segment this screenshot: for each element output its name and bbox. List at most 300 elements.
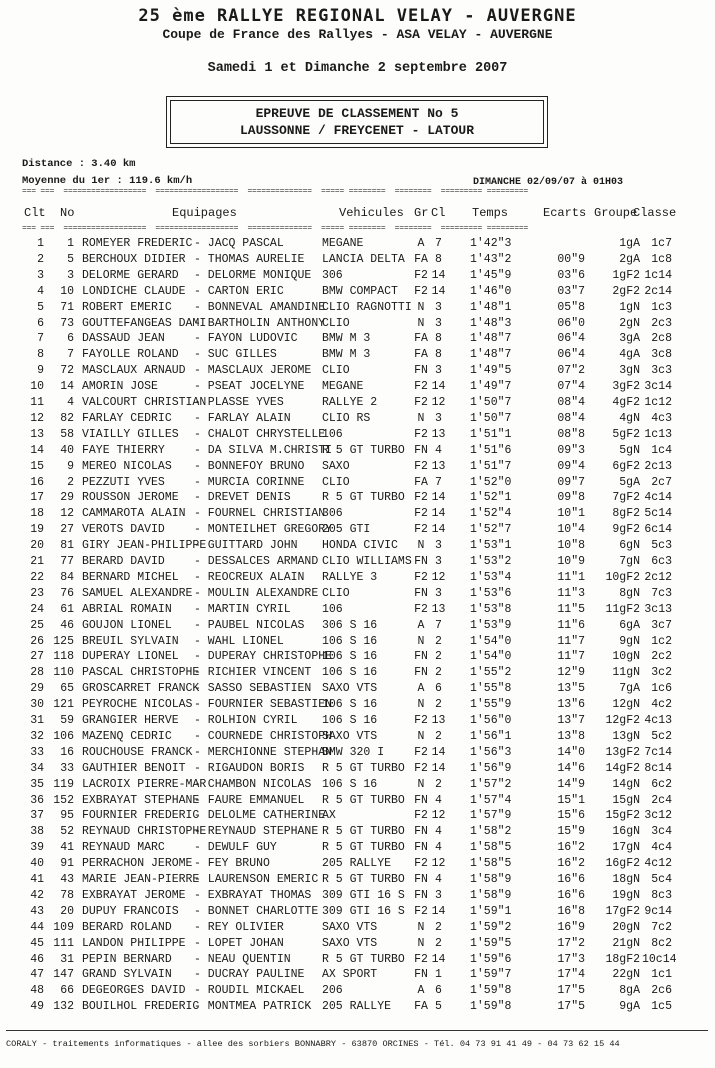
time-cell: 1'52"1 xyxy=(470,491,512,505)
group-rank-cell: 15gF2 xyxy=(605,809,640,823)
table-row xyxy=(0,586,715,602)
class-cell: 3 xyxy=(435,316,442,330)
table-row xyxy=(0,618,715,634)
rank-cell: 2 xyxy=(37,252,44,266)
time-cell: 1'59"7 xyxy=(470,968,512,982)
time-cell: 1'48"7 xyxy=(470,332,512,346)
codriver-cell: - MERCHIONNE STEPHAN xyxy=(194,745,333,759)
col-clt: Clt xyxy=(24,206,46,220)
class-rank-cell: 5c2 xyxy=(651,729,672,743)
table-row xyxy=(0,538,715,554)
class-rank-cell: 1c14 xyxy=(644,268,672,282)
class-rank-cell: 3c14 xyxy=(644,380,672,394)
car-number-cell: 29 xyxy=(60,491,74,505)
car-number-cell: 12 xyxy=(60,507,74,521)
group-cell: N xyxy=(417,920,425,934)
codriver-cell: - PSEAT JOCELYNE xyxy=(194,380,305,394)
vehicle-cell: 205 GTI xyxy=(322,523,371,537)
vehicle-cell: SAXO VTS xyxy=(322,729,378,743)
rank-cell: 26 xyxy=(30,634,44,648)
time-cell: 1'55"8 xyxy=(470,682,512,696)
codriver-cell: - SUC GILLES xyxy=(194,348,277,362)
driver-cell: PEYROCHE NICOLAS xyxy=(82,698,193,712)
vehicle-cell: BMW M 3 xyxy=(322,332,371,346)
group-rank-cell: 4gF2 xyxy=(612,396,640,409)
group-cell: F2 xyxy=(414,857,428,871)
class-rank-cell: 1c12 xyxy=(644,396,672,409)
vehicle-cell: R 5 GT TURBO xyxy=(322,952,405,966)
group-rank-cell: 13gN xyxy=(612,729,640,743)
group-cell: FN xyxy=(414,793,428,807)
time-cell: 1'59"8 xyxy=(470,984,512,998)
table-row xyxy=(0,665,715,681)
vehicle-cell: BMW M 3 xyxy=(322,348,371,362)
group-rank-cell: 18gN xyxy=(612,873,640,886)
codriver-cell: - DESSALCES ARMAND xyxy=(194,555,319,568)
stage-title-box xyxy=(166,96,548,148)
class-cell: 2 xyxy=(435,936,442,950)
car-number-cell: 119 xyxy=(53,777,74,791)
car-number-cell: 65 xyxy=(60,682,74,696)
class-cell: 3 xyxy=(435,539,442,553)
group-rank-cell: 17gN xyxy=(612,841,640,855)
vehicle-cell: CLIO xyxy=(322,364,350,378)
vehicle-cell: 106 S 16 xyxy=(322,634,378,648)
gap-cell: 14"0 xyxy=(557,745,585,759)
class-cell: 2 xyxy=(435,634,442,648)
class-cell: 6 xyxy=(435,984,442,998)
codriver-cell: - FARLAY ALAIN xyxy=(194,411,291,425)
time-cell: 1'59"2 xyxy=(470,920,512,934)
table-row xyxy=(0,379,715,395)
gap-cell: 09"4 xyxy=(557,459,585,473)
rank-cell: 48 xyxy=(30,984,44,998)
class-cell: 6 xyxy=(435,682,442,696)
col-vehicules: Vehicules xyxy=(339,206,404,220)
group-rank-cell: 5gF2 xyxy=(612,427,640,441)
car-number-cell: 66 xyxy=(60,984,74,998)
driver-cell: REYNAUD MARC xyxy=(82,841,165,855)
driver-cell: GROSCARRET FRANCK xyxy=(82,682,200,696)
time-cell: 1'56"0 xyxy=(470,714,512,727)
codriver-cell: - LAURENSON EMERIC xyxy=(194,873,319,886)
group-rank-cell: 11gN xyxy=(612,666,640,680)
group-cell: F2 xyxy=(414,761,428,775)
rank-cell: 11 xyxy=(30,396,44,409)
group-rank-cell: 21gN xyxy=(612,936,640,950)
table-row xyxy=(0,331,715,347)
table-row xyxy=(0,236,715,252)
driver-cell: SAMUEL ALEXANDRE xyxy=(82,586,193,600)
group-cell: N xyxy=(417,411,425,425)
car-number-cell: 7 xyxy=(67,348,74,362)
vehicle-cell: BMW COMPACT xyxy=(322,284,398,298)
vehicle-cell: CLIO RAGNOTTI xyxy=(322,300,412,314)
time-cell: 1'50"7 xyxy=(470,396,512,409)
group-rank-cell: 7gF2 xyxy=(612,491,640,505)
driver-cell: LACROIX PIERRE-MAR xyxy=(82,777,207,791)
codriver-cell: - FAYON LUDOVIC xyxy=(194,332,298,346)
table-row xyxy=(0,490,715,506)
class-cell: 3 xyxy=(435,555,442,568)
vehicle-cell: 106 S 16 xyxy=(322,698,378,712)
time-cell: 1'50"7 xyxy=(470,411,512,425)
class-cell: 14 xyxy=(431,523,446,537)
rank-cell: 9 xyxy=(37,364,44,378)
group-cell: F2 xyxy=(414,602,428,616)
group-rank-cell: 15gN xyxy=(612,793,640,807)
group-cell: N xyxy=(417,316,425,330)
table-row xyxy=(0,634,715,650)
car-number-cell: 20 xyxy=(60,904,74,918)
group-cell: N xyxy=(417,634,425,648)
rank-cell: 36 xyxy=(30,793,44,807)
time-cell: 1'54"0 xyxy=(470,634,512,648)
group-rank-cell: 10gN xyxy=(612,650,640,664)
group-cell: F2 xyxy=(414,904,428,918)
stage-distance: Distance : 3.40 km xyxy=(22,158,136,170)
driver-cell: PEPIN BERNARD xyxy=(82,952,172,966)
rank-cell: 18 xyxy=(30,507,44,521)
group-cell: FN xyxy=(414,825,428,839)
group-rank-cell: 8gF2 xyxy=(612,507,640,521)
group-rank-cell: 5gA xyxy=(619,475,640,489)
gap-cell: 11"7 xyxy=(557,650,585,664)
time-cell: 1'51"1 xyxy=(470,427,512,441)
group-cell: FN xyxy=(414,364,428,378)
time-cell: 1'53"2 xyxy=(470,555,512,568)
vehicle-cell: RALLYE 3 xyxy=(322,570,378,584)
table-row xyxy=(0,459,715,475)
driver-cell: ROMEYER FREDERIC xyxy=(82,237,193,250)
separator-top: === === ================== ================== ============== ===== ======== ======== ========= ========= xyxy=(22,187,529,196)
group-rank-cell: 17gF2 xyxy=(605,904,640,918)
col-classe: Classe xyxy=(633,206,677,220)
gap-cell: 11"3 xyxy=(557,586,585,600)
driver-cell: EXBRAYAT JEROME xyxy=(82,888,186,902)
class-cell: 14 xyxy=(431,507,446,521)
driver-cell: PEZZUTI YVES xyxy=(82,475,165,489)
group-cell: A xyxy=(417,618,425,632)
codriver-cell: - DREVET DENIS xyxy=(194,491,291,505)
gap-cell: 07"2 xyxy=(557,364,585,378)
rank-cell: 43 xyxy=(30,904,44,918)
gap-cell: 16"2 xyxy=(557,857,585,871)
codriver-cell: - CHALOT CHRYSTELLE xyxy=(194,427,326,441)
codriver-cell: - PAUBEL NICOLAS xyxy=(194,618,305,632)
rank-cell: 25 xyxy=(30,618,44,632)
class-rank-cell: 1c6 xyxy=(651,682,672,696)
rank-cell: 39 xyxy=(30,841,44,855)
table-row xyxy=(0,872,715,888)
gap-cell: 05"8 xyxy=(557,300,585,314)
class-cell: 2 xyxy=(435,729,442,743)
vehicle-cell: SAXO xyxy=(322,459,350,473)
vehicle-cell: R 5 GT TURBO xyxy=(322,443,405,457)
group-rank-cell: 6gN xyxy=(619,539,640,553)
driver-cell: FOURNIER FREDERIC xyxy=(82,809,200,823)
class-rank-cell: 1c5 xyxy=(651,1000,672,1014)
vehicle-cell: MEGANE xyxy=(322,380,364,394)
class-cell: 7 xyxy=(435,618,442,632)
class-cell: 8 xyxy=(435,252,442,266)
rank-cell: 31 xyxy=(30,714,44,727)
driver-cell: DASSAUD JEAN xyxy=(82,332,165,346)
rank-cell: 37 xyxy=(30,809,44,823)
car-number-cell: 31 xyxy=(60,952,74,966)
class-rank-cell: 10c14 xyxy=(642,952,677,966)
vehicle-cell: 306 S 16 xyxy=(322,618,378,632)
driver-cell: VEROTS DAVID xyxy=(82,523,165,537)
col-equipages: Equipages xyxy=(172,206,237,220)
group-cell: F2 xyxy=(414,952,428,966)
driver-cell: DUPUY FRANCOIS xyxy=(82,904,179,918)
time-cell: 1'48"1 xyxy=(470,300,512,314)
codriver-cell: - THOMAS AURELIE xyxy=(194,252,305,266)
car-number-cell: 84 xyxy=(60,570,74,584)
group-cell: FN xyxy=(414,586,428,600)
group-cell: N xyxy=(417,698,425,712)
driver-cell: MEREO NICOLAS xyxy=(82,459,172,473)
group-rank-cell: 19gN xyxy=(612,888,640,902)
codriver-cell: - FEY BRUNO xyxy=(194,857,270,871)
group-rank-cell: 10gF2 xyxy=(605,570,640,584)
gap-cell: 00"9 xyxy=(557,252,585,266)
driver-cell: FAYE THIERRY xyxy=(82,443,165,457)
group-cell: F2 xyxy=(414,745,428,759)
time-cell: 1'58"5 xyxy=(470,841,512,855)
gap-cell: 06"0 xyxy=(557,316,585,330)
group-rank-cell: 6gF2 xyxy=(612,459,640,473)
car-number-cell: 4 xyxy=(67,396,74,409)
gap-cell: 16"9 xyxy=(557,920,585,934)
car-number-cell: 5 xyxy=(67,252,74,266)
class-rank-cell: 5c3 xyxy=(651,539,672,553)
codriver-cell: - DELORME MONIQUE xyxy=(194,268,312,282)
codriver-cell: - DUCRAY PAULINE xyxy=(194,968,305,982)
time-cell: 1'46"0 xyxy=(470,284,512,298)
class-rank-cell: 4c14 xyxy=(644,491,672,505)
group-cell: FN xyxy=(414,650,428,664)
group-cell: F2 xyxy=(414,459,428,473)
gap-cell: 09"3 xyxy=(557,443,585,457)
rank-cell: 5 xyxy=(37,300,44,314)
gap-cell: 10"1 xyxy=(557,507,585,521)
vehicle-cell: LANCIA DELTA xyxy=(322,252,405,266)
group-cell: F2 xyxy=(414,714,428,727)
time-cell: 1'59"8 xyxy=(470,1000,512,1014)
rank-cell: 22 xyxy=(30,570,44,584)
class-rank-cell: 3c3 xyxy=(651,364,672,378)
table-row xyxy=(0,920,715,936)
car-number-cell: 95 xyxy=(60,809,74,823)
vehicle-cell: CLIO xyxy=(322,475,350,489)
group-cell: FA xyxy=(414,475,428,489)
rank-cell: 34 xyxy=(30,761,44,775)
gap-cell: 17"5 xyxy=(557,1000,585,1014)
col-gr: Gr xyxy=(414,206,429,220)
results-timestamp: DIMANCHE 02/09/07 à 01H03 xyxy=(473,177,624,188)
car-number-cell: 1 xyxy=(67,237,74,250)
gap-cell: 16"8 xyxy=(557,904,585,918)
rank-cell: 47 xyxy=(30,968,44,982)
car-number-cell: 40 xyxy=(60,443,74,457)
group-cell: FA xyxy=(414,252,428,266)
col-cl: Cl xyxy=(431,206,446,220)
col-no: No xyxy=(60,206,75,220)
col-temps: Temps xyxy=(472,206,509,220)
group-rank-cell: 7gN xyxy=(619,555,640,568)
time-cell: 1'58"9 xyxy=(470,873,512,886)
class-cell: 4 xyxy=(435,873,442,886)
gap-cell: 10"9 xyxy=(557,555,585,568)
vehicle-cell: 309 GTI 16 S xyxy=(322,904,405,918)
group-cell: F2 xyxy=(414,284,428,298)
table-row xyxy=(0,268,715,284)
driver-cell: MAZENQ CEDRIC xyxy=(82,729,172,743)
class-cell: 7 xyxy=(435,475,442,489)
class-cell: 12 xyxy=(431,396,446,409)
group-cell: FA xyxy=(414,1000,428,1014)
vehicle-cell: 106 S 16 xyxy=(322,714,378,727)
driver-cell: ROUCHOUSE FRANCK xyxy=(82,745,193,759)
car-number-cell: 6 xyxy=(67,332,74,346)
class-rank-cell: 1c8 xyxy=(651,252,672,266)
class-cell: 14 xyxy=(431,284,446,298)
vehicle-cell: 106 S 16 xyxy=(322,666,378,680)
class-rank-cell: 2c3 xyxy=(651,316,672,330)
stage-name: EPREUVE DE CLASSEMENT No 5 xyxy=(255,106,459,121)
group-rank-cell: 9gN xyxy=(619,634,640,648)
group-rank-cell: 11gF2 xyxy=(605,602,640,616)
codriver-cell: - RIGAUDON BORIS xyxy=(194,761,305,775)
group-cell: FN xyxy=(414,888,428,902)
car-number-cell: 152 xyxy=(53,793,74,807)
gap-cell: 10"8 xyxy=(557,539,585,553)
vehicle-cell: R 5 GT TURBO xyxy=(322,761,405,775)
driver-cell: DUPERAY LIONEL xyxy=(82,650,179,664)
group-cell: A xyxy=(417,237,425,250)
rank-cell: 24 xyxy=(30,602,44,616)
codriver-cell: - BONNEFOY BRUNO xyxy=(194,459,305,473)
class-rank-cell: 4c3 xyxy=(651,411,672,425)
time-cell: 1'52"0 xyxy=(470,475,512,489)
class-rank-cell: 2c12 xyxy=(644,570,672,584)
table-row xyxy=(0,427,715,443)
car-number-cell: 72 xyxy=(60,364,74,378)
rank-cell: 45 xyxy=(30,936,44,950)
col-ecarts: Ecarts xyxy=(543,206,587,220)
codriver-cell: - MOULIN ALEXANDRE xyxy=(194,586,319,600)
table-row xyxy=(0,506,715,522)
rank-cell: 46 xyxy=(30,952,44,966)
driver-cell: FARLAY CEDRIC xyxy=(82,411,172,425)
table-row xyxy=(0,363,715,379)
vehicle-cell: AX SPORT xyxy=(322,968,378,982)
car-number-cell: 9 xyxy=(67,459,74,473)
codriver-cell: - BONNET CHARLOTTE xyxy=(194,904,319,918)
vehicle-cell: 309 GTI 16 S xyxy=(322,888,405,902)
codriver-cell: - FOURNIER SEBASTIEN xyxy=(194,698,333,712)
table-row xyxy=(0,443,715,459)
codriver-cell: - NEAU QUENTIN xyxy=(194,952,291,966)
time-cell: 1'51"7 xyxy=(470,459,512,473)
car-number-cell: 110 xyxy=(53,666,74,680)
group-rank-cell: 18gF2 xyxy=(605,952,640,966)
gap-cell: 10"4 xyxy=(557,523,585,537)
codriver-cell: - RICHIER VINCENT xyxy=(194,666,312,680)
vehicle-cell: SAXO VTS xyxy=(322,936,378,950)
driver-cell: ROBERT EMERIC xyxy=(82,300,172,314)
time-cell: 1'55"9 xyxy=(470,698,512,712)
car-number-cell: 46 xyxy=(60,618,74,632)
class-cell: 3 xyxy=(435,888,442,902)
group-rank-cell: 1gN xyxy=(619,300,640,314)
class-rank-cell: 7c3 xyxy=(651,586,672,600)
table-row xyxy=(0,681,715,697)
group-cell: F2 xyxy=(414,396,428,409)
class-cell: 3 xyxy=(435,300,442,314)
driver-cell: ABRIAL ROMAIN xyxy=(82,602,172,616)
time-cell: 1'49"7 xyxy=(470,380,512,394)
car-number-cell: 2 xyxy=(67,475,74,489)
rally-title: 25 ème RALLYE REGIONAL VELAY - AUVERGNE xyxy=(138,6,577,26)
footer-credits: CORALY - traitements informatiques - allee des sorbiers BONNABRY - 63870 ORCINES - Tél. 04 73 91 41 49 - 04 73 62 15 44 xyxy=(6,1039,620,1049)
class-rank-cell: 6c3 xyxy=(651,555,672,568)
table-row xyxy=(0,888,715,904)
driver-cell: CAMMAROTA ALAIN xyxy=(82,507,186,521)
group-rank-cell: 9gF2 xyxy=(612,523,640,537)
table-row xyxy=(0,602,715,618)
codriver-cell: - MARTIN CYRIL xyxy=(194,602,291,616)
class-cell: 14 xyxy=(431,491,446,505)
class-cell: 3 xyxy=(435,411,442,425)
class-rank-cell: 4c4 xyxy=(651,841,672,855)
table-row xyxy=(0,347,715,363)
gap-cell: 14"9 xyxy=(557,777,585,791)
time-cell: 1'51"6 xyxy=(470,443,512,457)
rank-cell: 19 xyxy=(30,523,44,537)
time-cell: 1'53"8 xyxy=(470,602,512,616)
car-number-cell: 91 xyxy=(60,857,74,871)
driver-cell: AMORIN JOSE xyxy=(82,380,158,394)
class-rank-cell: 2c4 xyxy=(651,793,672,807)
class-cell: 13 xyxy=(431,714,446,727)
vehicle-cell: MEGANE xyxy=(322,237,364,250)
class-rank-cell: 6c2 xyxy=(651,777,672,791)
car-number-cell: 58 xyxy=(60,427,74,441)
car-number-cell: 14 xyxy=(60,380,74,394)
time-cell: 1'56"1 xyxy=(470,729,512,743)
class-rank-cell: 3c4 xyxy=(651,825,672,839)
class-cell: 7 xyxy=(435,237,442,250)
time-cell: 1'57"2 xyxy=(470,777,512,791)
table-row xyxy=(0,808,715,824)
rank-cell: 29 xyxy=(30,682,44,696)
vehicle-cell: 106 xyxy=(322,602,343,616)
time-cell: 1'56"3 xyxy=(470,745,512,759)
class-cell: 2 xyxy=(435,777,442,791)
driver-cell: FAYOLLE ROLAND xyxy=(82,348,179,362)
group-rank-cell: 2gF2 xyxy=(612,284,640,298)
table-row xyxy=(0,967,715,983)
class-rank-cell: 4c12 xyxy=(644,857,672,871)
class-rank-cell: 7c14 xyxy=(644,745,672,759)
group-rank-cell: 1gA xyxy=(619,237,640,250)
gap-cell: 16"6 xyxy=(557,888,585,902)
car-number-cell: 77 xyxy=(60,555,74,568)
rank-cell: 13 xyxy=(30,427,44,441)
